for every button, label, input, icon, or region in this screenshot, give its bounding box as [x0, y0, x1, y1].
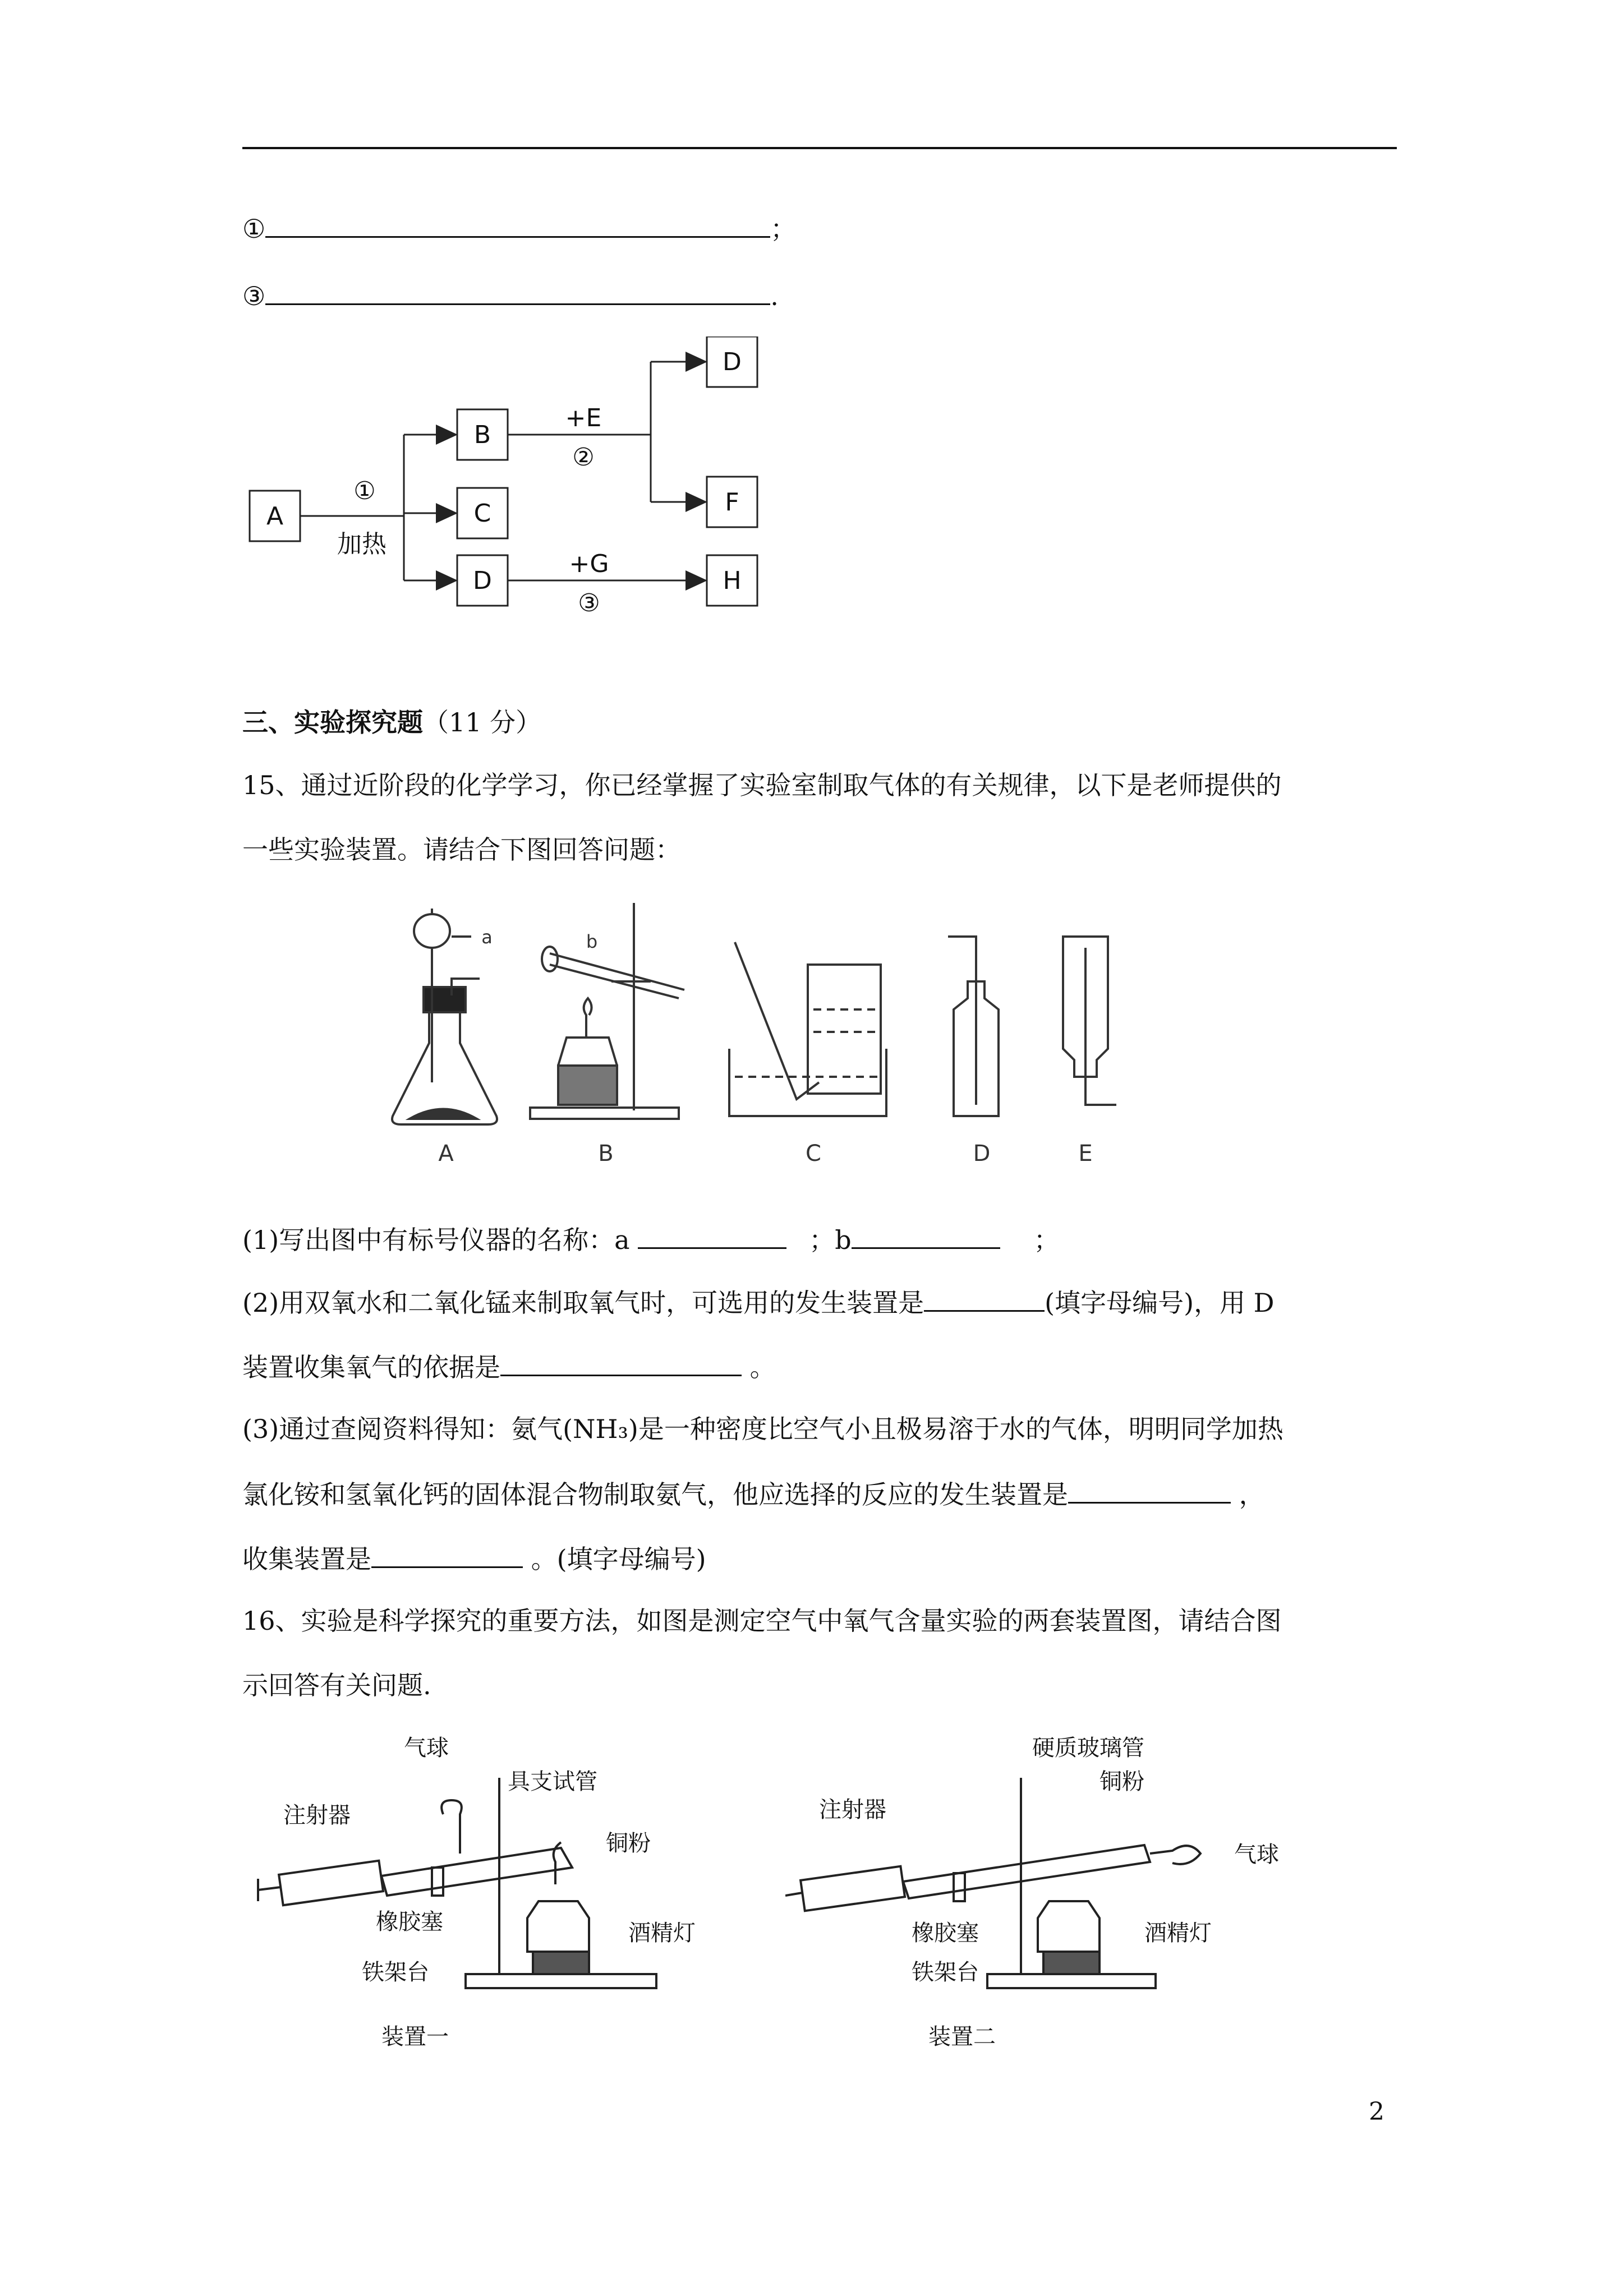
device1-caption: 装置一 — [381, 2024, 449, 2050]
q15-part3-line2 — [242, 1476, 1265, 1511]
flow-step3-reagent: +G — [569, 550, 609, 578]
q15-part2-line1 — [242, 1284, 1275, 1320]
device2-label-tube: 硬质玻璃管 — [1032, 1735, 1144, 1761]
q15-line1: 15、通过近阶段的化学学习，你已经掌握了实验室制取气体的有关规律，以下是老师提供的 — [242, 770, 1282, 800]
q15-part3-line3 — [242, 1541, 706, 1576]
device1-label-balloon: 气球 — [404, 1735, 449, 1761]
answer-blank-b[interactable] — [852, 1221, 1000, 1249]
flow-step2-reagent: +E — [565, 404, 602, 432]
apparatus-label-A: A — [438, 1141, 454, 1167]
flow-label-A: A — [266, 502, 284, 531]
answer-end-3: . — [770, 281, 779, 311]
section3-heading — [242, 706, 541, 739]
device1-label-stopper: 橡胶塞 — [376, 1909, 443, 1935]
answer-line-1 — [242, 210, 796, 246]
q15-p2-text-c: 装置收集氧气的依据是 — [242, 1352, 500, 1382]
device2-label-lamp: 酒精灯 — [1144, 1920, 1212, 1946]
q15-part2-line2 — [242, 1349, 776, 1384]
q15-p3-text-d: 。(填字母编号) — [523, 1544, 706, 1574]
device1-label-stand: 铁架台 — [362, 1960, 429, 1985]
section3-score: （11 分） — [423, 707, 542, 737]
flow-label-H: H — [723, 566, 742, 595]
device2-caption: 装置二 — [928, 2024, 996, 2050]
q15-p2-text-b: (填字母编号)，用 D — [1045, 1288, 1275, 1318]
answer-blank-3[interactable] — [265, 278, 770, 305]
callout-a: a — [481, 926, 493, 948]
answer-blank-generator-o2[interactable] — [924, 1284, 1045, 1312]
header-rule — [242, 147, 1397, 149]
answer-marker-3: ③ — [242, 281, 266, 311]
device-two-figure — [785, 1716, 1374, 2053]
q15-part1 — [242, 1221, 1060, 1257]
device1-label-syringe: 注射器 — [283, 1802, 351, 1828]
apparatus-label-C: C — [806, 1141, 821, 1167]
q15-p1-end: ； — [1033, 1225, 1060, 1255]
answer-blank-collect-basis[interactable] — [500, 1349, 742, 1376]
q15-p2-text-d: 。 — [742, 1352, 776, 1382]
callout-b: b — [586, 931, 598, 952]
device1-label-tube: 具支试管 — [508, 1769, 597, 1795]
apparatus-label-D: D — [973, 1141, 991, 1167]
q15-p1-text-a: (1)写出图中有标号仪器的名称：a — [242, 1225, 638, 1255]
flow-label-F: F — [725, 488, 739, 517]
flow-label-D-upper: D — [723, 348, 742, 376]
q15-p2-text-a: (2)用双氧水和二氧化锰来制取氧气时，可选用的发生装置是 — [242, 1288, 924, 1318]
answer-blank-generator-nh3[interactable] — [1068, 1476, 1231, 1504]
q15-p1-text-b: ；b — [809, 1225, 852, 1255]
answer-end-1: ； — [770, 214, 797, 244]
reaction-flow-diagram — [236, 336, 785, 628]
answer-marker-1: ① — [242, 214, 266, 244]
device2-label-stand: 铁架台 — [912, 1960, 979, 1985]
device2-label-syringe: 注射器 — [819, 1797, 886, 1823]
device-one-figure — [247, 1716, 785, 2053]
device1-label-copper: 铜粉 — [606, 1831, 651, 1856]
q15-apparatus-figure — [370, 897, 1212, 1178]
apparatus-label-E: E — [1078, 1141, 1093, 1167]
flow-label-D-lower: D — [473, 566, 492, 595]
flow-step2-num: ② — [572, 443, 595, 472]
q16-line2: 示回答有关问题. — [242, 1670, 431, 1700]
device2-label-stopper: 橡胶塞 — [912, 1920, 979, 1946]
flow-label-C: C — [473, 499, 491, 528]
answer-blank-1[interactable] — [265, 210, 770, 238]
answer-blank-a[interactable] — [638, 1221, 786, 1249]
flow-step1-num: ① — [353, 477, 376, 505]
q15-p3-text-a: 氯化铵和氢氧化钙的固体混合物制取氨气，他应选择的反应的发生装置是 — [242, 1479, 1068, 1510]
page-number: 2 — [1369, 2097, 1384, 2126]
q15-line2: 一些实验装置。请结合下图回答问题： — [242, 835, 681, 865]
apparatus-label-B: B — [598, 1141, 614, 1167]
answer-line-3 — [242, 278, 779, 313]
device2-label-copper: 铜粉 — [1099, 1769, 1144, 1795]
q15-p3-text-c: 收集装置是 — [242, 1544, 371, 1574]
q15-p3-text-b: ， — [1231, 1479, 1265, 1510]
device1-label-lamp: 酒精灯 — [628, 1920, 696, 1946]
flow-step3-num: ③ — [578, 589, 600, 617]
device2-label-balloon: 气球 — [1234, 1842, 1279, 1868]
answer-blank-collector-nh3[interactable] — [371, 1541, 523, 1568]
section3-title: 三、实验探究题 — [242, 707, 423, 737]
flow-label-B: B — [473, 421, 491, 449]
q15-part3-line1: (3)通过查阅资料得知：氨气(NH₃)是一种密度比空气小且极易溶于水的气体，明明同学加热 — [242, 1414, 1283, 1444]
flow-step1-label: 加热 — [337, 530, 387, 559]
q16-line1: 16、实验是科学探究的重要方法，如图是测定空气中氧气含量实验的两套装置图，请结合图 — [242, 1606, 1282, 1636]
